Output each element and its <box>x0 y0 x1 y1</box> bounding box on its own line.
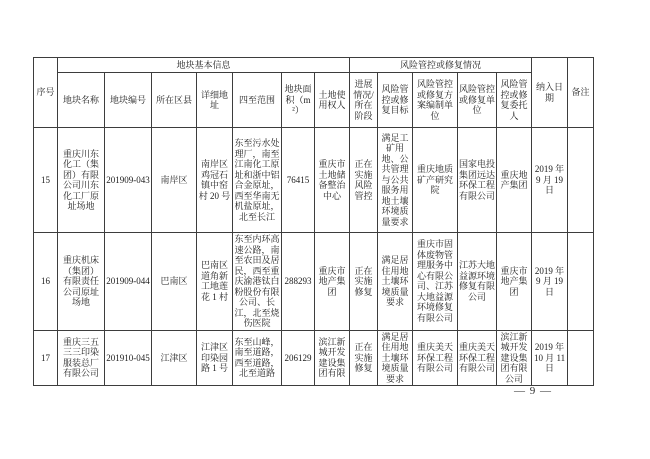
group-header-risk-info: 风险管控或修复情况 <box>350 58 532 73</box>
col-header-name: 地块名称 <box>58 73 105 128</box>
cell-code: 201909-044 <box>105 233 152 331</box>
col-header-boundary: 四至范围 <box>233 73 282 128</box>
cell-remark <box>568 128 594 233</box>
cell-area: 206129 <box>282 330 315 386</box>
cell-land-user: 重庆市土地储备整治中心 <box>315 128 350 233</box>
col-header-repair-unit: 风险管控或修复单位 <box>458 73 497 128</box>
cell-district: 江津区 <box>152 330 197 386</box>
cell-remark <box>568 330 594 386</box>
cell-code: 201909-043 <box>105 128 152 233</box>
cell-area: 288293 <box>282 233 315 331</box>
col-header-inclusion-date: 纳入日期 <box>532 58 568 128</box>
cell-address: 巴南区道角新工地莲花 1 村 <box>197 233 233 331</box>
col-header-area: 地块面积（m²） <box>282 73 315 128</box>
cell-serial: 15 <box>34 128 58 233</box>
land-parcel-table <box>33 57 594 386</box>
cell-progress: 正在实施修复 <box>350 330 378 386</box>
table-row <box>34 233 594 331</box>
group-header-basic-info: 地块基本信息 <box>58 58 350 73</box>
cell-progress: 正在实施修复 <box>350 233 378 331</box>
cell-name: 重庆三五三三印染服装总厂有限公司 <box>58 330 105 386</box>
cell-repair-unit: 重庆美天环保工程有限公司 <box>458 330 497 386</box>
col-header-address: 详细地址 <box>197 73 233 128</box>
cell-client: 重庆市地产集团 <box>497 233 532 331</box>
cell-serial: 17 <box>34 330 58 386</box>
cell-land-user: 重庆市地产集团 <box>315 233 350 331</box>
cell-date: 2019 年 9 月 19 日 <box>532 128 568 233</box>
col-header-land-user: 土地使用权人 <box>315 73 350 128</box>
cell-client: 重庆地产集团 <box>497 128 532 233</box>
col-header-progress: 进展情况/所在阶段 <box>350 73 378 128</box>
cell-area: 76415 <box>282 128 315 233</box>
table-row <box>34 330 594 386</box>
cell-land-user: 滨江新城开发建设集团有限 <box>315 330 350 386</box>
cell-plan-unit: 重庆美天环保工程有限公司 <box>413 330 458 386</box>
col-header-serial: 序号 <box>34 58 58 128</box>
cell-name: 重庆机床（集团）有限责任公司原址场地 <box>58 233 105 331</box>
cell-date: 2019 年 10 月 11 日 <box>532 330 568 386</box>
cell-district: 南岸区 <box>152 128 197 233</box>
cell-boundary: 东至山峰，南至道路，西至道路，北至道路 <box>233 330 282 386</box>
table-row <box>34 128 594 233</box>
cell-serial: 16 <box>34 233 58 331</box>
cell-plan-unit: 重庆地质矿产研究院 <box>413 128 458 233</box>
cell-boundary: 东至污水处理厂，南至江南化工原址和浙中铝合金原址，西至华南无机盐原址，北至长江 <box>233 128 282 233</box>
cell-date: 2019 年 9 月 19 日 <box>532 233 568 331</box>
cell-boundary: 东至内环高速公路，南至农田及居民，西至重庆渝港钛白粉股份有限公司、长江，北至烧伤医院 <box>234 234 280 328</box>
col-header-plan-unit: 风险管控或修复方案编制单位 <box>413 73 458 128</box>
col-header-code: 地块编号 <box>105 73 152 128</box>
cell-repair-unit: 江苏大地益源环境修复有限公司 <box>458 233 497 331</box>
cell-target: 满足居住用地土壤环境质量要求 <box>378 330 413 386</box>
col-header-district: 所在区县 <box>152 73 197 128</box>
cell-address: 江津区印染园路 1 号 <box>197 330 233 386</box>
page-number: — 9 — <box>514 385 552 397</box>
cell-progress: 正在实施风险管控 <box>350 128 378 233</box>
col-header-remark: 备注 <box>568 58 594 128</box>
cell-remark <box>568 233 594 331</box>
cell-target: 满足工矿用地、公共管理与公共服务用地土壤环境质量要求 <box>378 128 413 233</box>
cell-plan-unit: 重庆市固体废物管理服务中心有限公司、江苏大地益源环境修复有限公司 <box>413 233 458 331</box>
cell-address: 南岸区鸡冠石镇中窑村 20 号 <box>197 128 233 233</box>
cell-code: 201910-045 <box>105 330 152 386</box>
cell-client: 滨江新城开发建设集团有限公司 <box>497 330 532 386</box>
col-header-target: 风险管控或修复目标 <box>378 73 413 128</box>
cell-name: 重庆川东化工（集团）有限公司川东化工厂原址场地 <box>58 128 105 233</box>
cell-repair-unit: 国家电投集团远达环保工程有限公司 <box>458 128 497 233</box>
col-header-client: 风险管控或修复委托人 <box>497 73 532 128</box>
cell-district: 巴南区 <box>152 233 197 331</box>
cell-target: 满足居住用地土壤环境质量要求 <box>378 233 413 331</box>
